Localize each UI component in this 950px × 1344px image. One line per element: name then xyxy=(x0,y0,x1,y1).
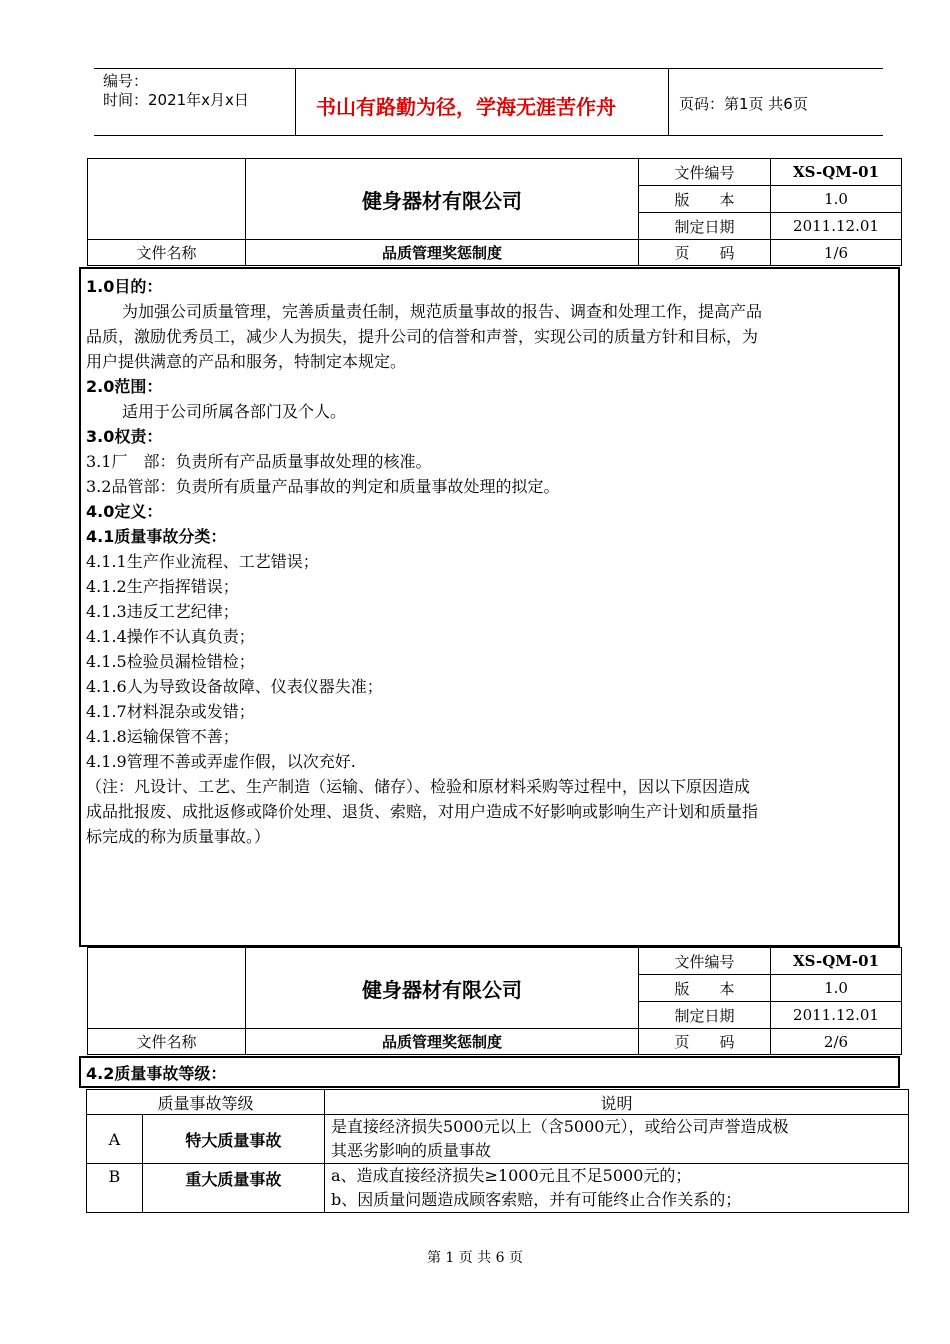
content-body xyxy=(86,274,894,849)
number-label: 编号： xyxy=(103,72,149,90)
top-header-line-top xyxy=(94,68,883,69)
filename-label: 文件名称 xyxy=(88,240,246,266)
time-label: 时间：2021年x月x日 xyxy=(103,91,249,109)
classification-item: 4.1.1生产作业流程、工艺错误； xyxy=(86,552,319,571)
classification-item: 4.1.5检验员漏检错检； xyxy=(86,652,255,671)
section-definition-title: 4.0定义： xyxy=(86,502,163,521)
duty-item: 3.2品管部：负责所有质量产品事故的判定和质量事故处理的拟定。 xyxy=(86,477,560,496)
date-label: 制定日期 xyxy=(639,213,771,240)
classification-item: 4.1.3违反工艺纪律； xyxy=(86,602,239,621)
desc-line: 其恶劣影响的质量事故 xyxy=(331,1141,492,1160)
page-label: 页 码 xyxy=(639,1029,771,1055)
motto: 书山有路勤为径，学海无涯苦作舟 xyxy=(316,95,616,119)
note-line: 成品批报废、成批返修或降价处理、退货、索赔，对用户造成不好影响或影响生产计划和质量指 xyxy=(86,802,759,821)
classification-item: 4.1.2生产指挥错误； xyxy=(86,577,239,596)
grade-header: 质量事故等级 xyxy=(87,1090,325,1115)
paragraph-line: 用户提供满意的产品和服务，特制定本规定。 xyxy=(86,352,407,371)
duty-item: 3.1厂 部：负责所有产品质量事故处理的核准。 xyxy=(86,452,432,471)
grade-name: 特大质量事故 xyxy=(142,1115,324,1164)
desc-line: 是直接经济损失5000元以上（含5000元），或给公司声誉造成极 xyxy=(331,1117,789,1136)
paragraph-line: 为加强公司质量管理，完善质量责任制，规范质量事故的报告、调查和处理工作，提高产品 xyxy=(122,302,763,321)
doc-header-1 xyxy=(87,158,902,266)
paragraph-line: 品质，激励优秀员工，减少人为损失，提升公司的信誉和声誉，实现公司的质量方针和目标，为 xyxy=(86,327,759,346)
filename-label: 文件名称 xyxy=(88,1029,246,1055)
company-name: 健身器材有限公司 xyxy=(246,159,639,240)
version: 1.0 xyxy=(771,186,902,213)
top-header-divider-2 xyxy=(668,68,669,136)
doc-no-label: 文件编号 xyxy=(639,159,771,186)
date-label: 制定日期 xyxy=(639,1002,771,1029)
filename: 品质管理奖惩制度 xyxy=(246,1029,639,1055)
note-line: （注：凡设计、工艺、生产制造（运输、储存）、检验和原材料采购等过程中，因以下原因造成 xyxy=(86,777,751,796)
grade-code: A xyxy=(87,1115,143,1164)
date: 2011.12.01 xyxy=(771,1002,902,1029)
classification-item: 4.1.4操作不认真负责； xyxy=(86,627,255,646)
section-duty-title: 3.0权责： xyxy=(86,427,163,446)
doc-no: XS-QM-01 xyxy=(771,948,902,975)
filename: 品质管理奖惩制度 xyxy=(246,240,639,266)
desc-header: 说明 xyxy=(325,1090,909,1115)
page-footer: 第 1 页 共 6 页 xyxy=(426,1250,524,1266)
note-line: 标完成的称为质量事故。） xyxy=(86,827,271,846)
section-classification-title: 4.1质量事故分类： xyxy=(86,527,227,546)
section-purpose-title: 1.0目的： xyxy=(86,277,163,296)
version-label: 版 本 xyxy=(639,186,771,213)
doc-no-label: 文件编号 xyxy=(639,948,771,975)
grade-table xyxy=(86,1089,909,1213)
classification-item: 4.1.6人为导致设备故障、仪表仪器失准； xyxy=(86,677,383,696)
company-name: 健身器材有限公司 xyxy=(246,948,639,1029)
table-row xyxy=(87,1115,909,1164)
grade-name: 重大质量事故 xyxy=(142,1164,324,1213)
grade-desc xyxy=(325,1164,909,1213)
version: 1.0 xyxy=(771,975,902,1002)
page-label: 页 码 xyxy=(639,240,771,266)
desc-line: b、因质量问题造成顾客索赔，并有可能终止合作关系的； xyxy=(331,1190,742,1209)
grade-code: B xyxy=(87,1164,143,1213)
section-scope-title: 2.0范围： xyxy=(86,377,163,396)
desc-line: a、造成直接经济损失≥1000元且不足5000元的； xyxy=(331,1166,692,1185)
section-grade-title: 4.2质量事故等级： xyxy=(86,1064,227,1083)
page-number: 2/6 xyxy=(771,1029,902,1055)
classification-item: 4.1.7材料混杂或发错； xyxy=(86,702,255,721)
doc-header-2 xyxy=(87,947,902,1055)
top-header-line-bottom xyxy=(94,135,883,136)
top-header-divider-1 xyxy=(295,68,296,136)
date: 2011.12.01 xyxy=(771,213,902,240)
classification-item: 4.1.8运输保管不善； xyxy=(86,727,239,746)
table-row xyxy=(87,1164,909,1213)
version-label: 版 本 xyxy=(639,975,771,1002)
doc-no: XS-QM-01 xyxy=(771,159,902,186)
paragraph-line: 适用于公司所属各部门及个人。 xyxy=(122,402,347,421)
page-number: 1/6 xyxy=(771,240,902,266)
grade-desc xyxy=(325,1115,909,1164)
classification-item: 4.1.9管理不善或弄虚作假，以次充好. xyxy=(86,752,356,771)
top-page-label: 页码：第1页 共6页 xyxy=(679,95,808,113)
